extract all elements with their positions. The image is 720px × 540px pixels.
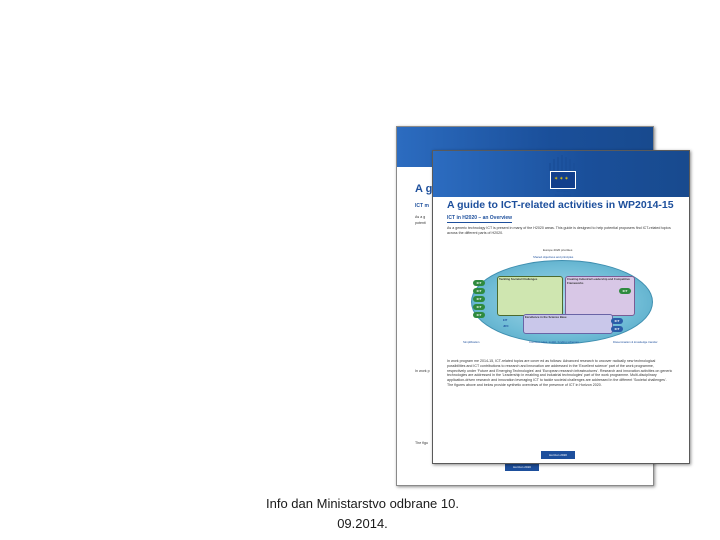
body-paragraph: In work program me 2014-15, ICT-related topics are cover ed as follows: Advanced research to uncover radically new technological possibilities and ICT contributions to research and innovation are addressed in the 'Excellent science' part of the work programme, respectively under 'Future and Emerging Technologies' and 'European research infrastructures'. Research and innovation activities on generic technologies are addressed in the 'Leadership in enabling and industrial technologies' part of the work programme. Multi-disciplinary application-driven research and innovation leveraging ICT to tackle societal challenges are addressed in the different 'Societal challenges'. The figures above and below provide synthetic overviews of the presence of ICT in Horizon 2020. (447, 359, 673, 387)
ict-tag: ICT (473, 312, 485, 318)
document-cover-front (432, 150, 690, 464)
body-fragment: As a g (415, 215, 426, 219)
bottom-center-label: Common rules, toolkit, funding schemes (529, 340, 579, 344)
ict-tag: ICT (611, 326, 623, 332)
ict-tag: ICT (473, 304, 485, 310)
excellent-science-box (523, 314, 613, 334)
document-subtitle: ICT m (415, 203, 429, 209)
european-commission-logo (545, 155, 581, 197)
diagram-top-label: Europe 2020 priorities (543, 248, 573, 252)
h2020-diagram (463, 246, 663, 346)
slide-footer: Info dan Ministarstvo odbrane 10. 09.2014. (266, 496, 459, 531)
document-title: A guide to ICT-related activities in WP2014-15 (447, 199, 674, 211)
horizon-badge: Horizon 2020 (505, 463, 539, 471)
box-title: Excellence in the Science Base (525, 315, 567, 319)
eu-flag-icon (550, 171, 576, 189)
ict-tag: ICT (473, 296, 485, 302)
document-title: A g (415, 183, 433, 195)
diagram-subtitle: Shared objectives and principles (533, 255, 574, 259)
body-fragment: potenti (415, 221, 426, 225)
jrc-label: JRC (503, 324, 509, 328)
bottom-right-label: Dissemination & knowledge transfer (613, 340, 658, 344)
horizon-badge: Horizon 2020 (541, 451, 575, 459)
commission-building-icon (545, 155, 581, 171)
logo-caption: European Commission (554, 189, 572, 197)
box-title: Tackling Societal Challenges (499, 277, 538, 281)
body-fragment: In work p (415, 369, 430, 373)
eit-label: EIT (503, 318, 508, 322)
societal-challenges-box (497, 276, 563, 316)
intro-paragraph: As a generic technology ICT is present in many of the H2020 areas. This guide is designed to help potential proposers find ICT-related topics across the different parts of H2020. (447, 226, 671, 235)
ict-tag: ICT (619, 288, 631, 294)
document-subtitle: ICT in H2020 – an Overview (447, 215, 513, 221)
industrial-leadership-box (565, 276, 635, 316)
ict-tag: ICT (473, 288, 485, 294)
ict-tag: ICT (611, 318, 623, 324)
bottom-left-label: Simplification (463, 340, 480, 344)
ict-tag: ICT (473, 280, 485, 286)
box-title: Creating Industrial Leadership and Competitive Frameworks (567, 277, 630, 285)
body-fragment: The figu (415, 441, 428, 445)
